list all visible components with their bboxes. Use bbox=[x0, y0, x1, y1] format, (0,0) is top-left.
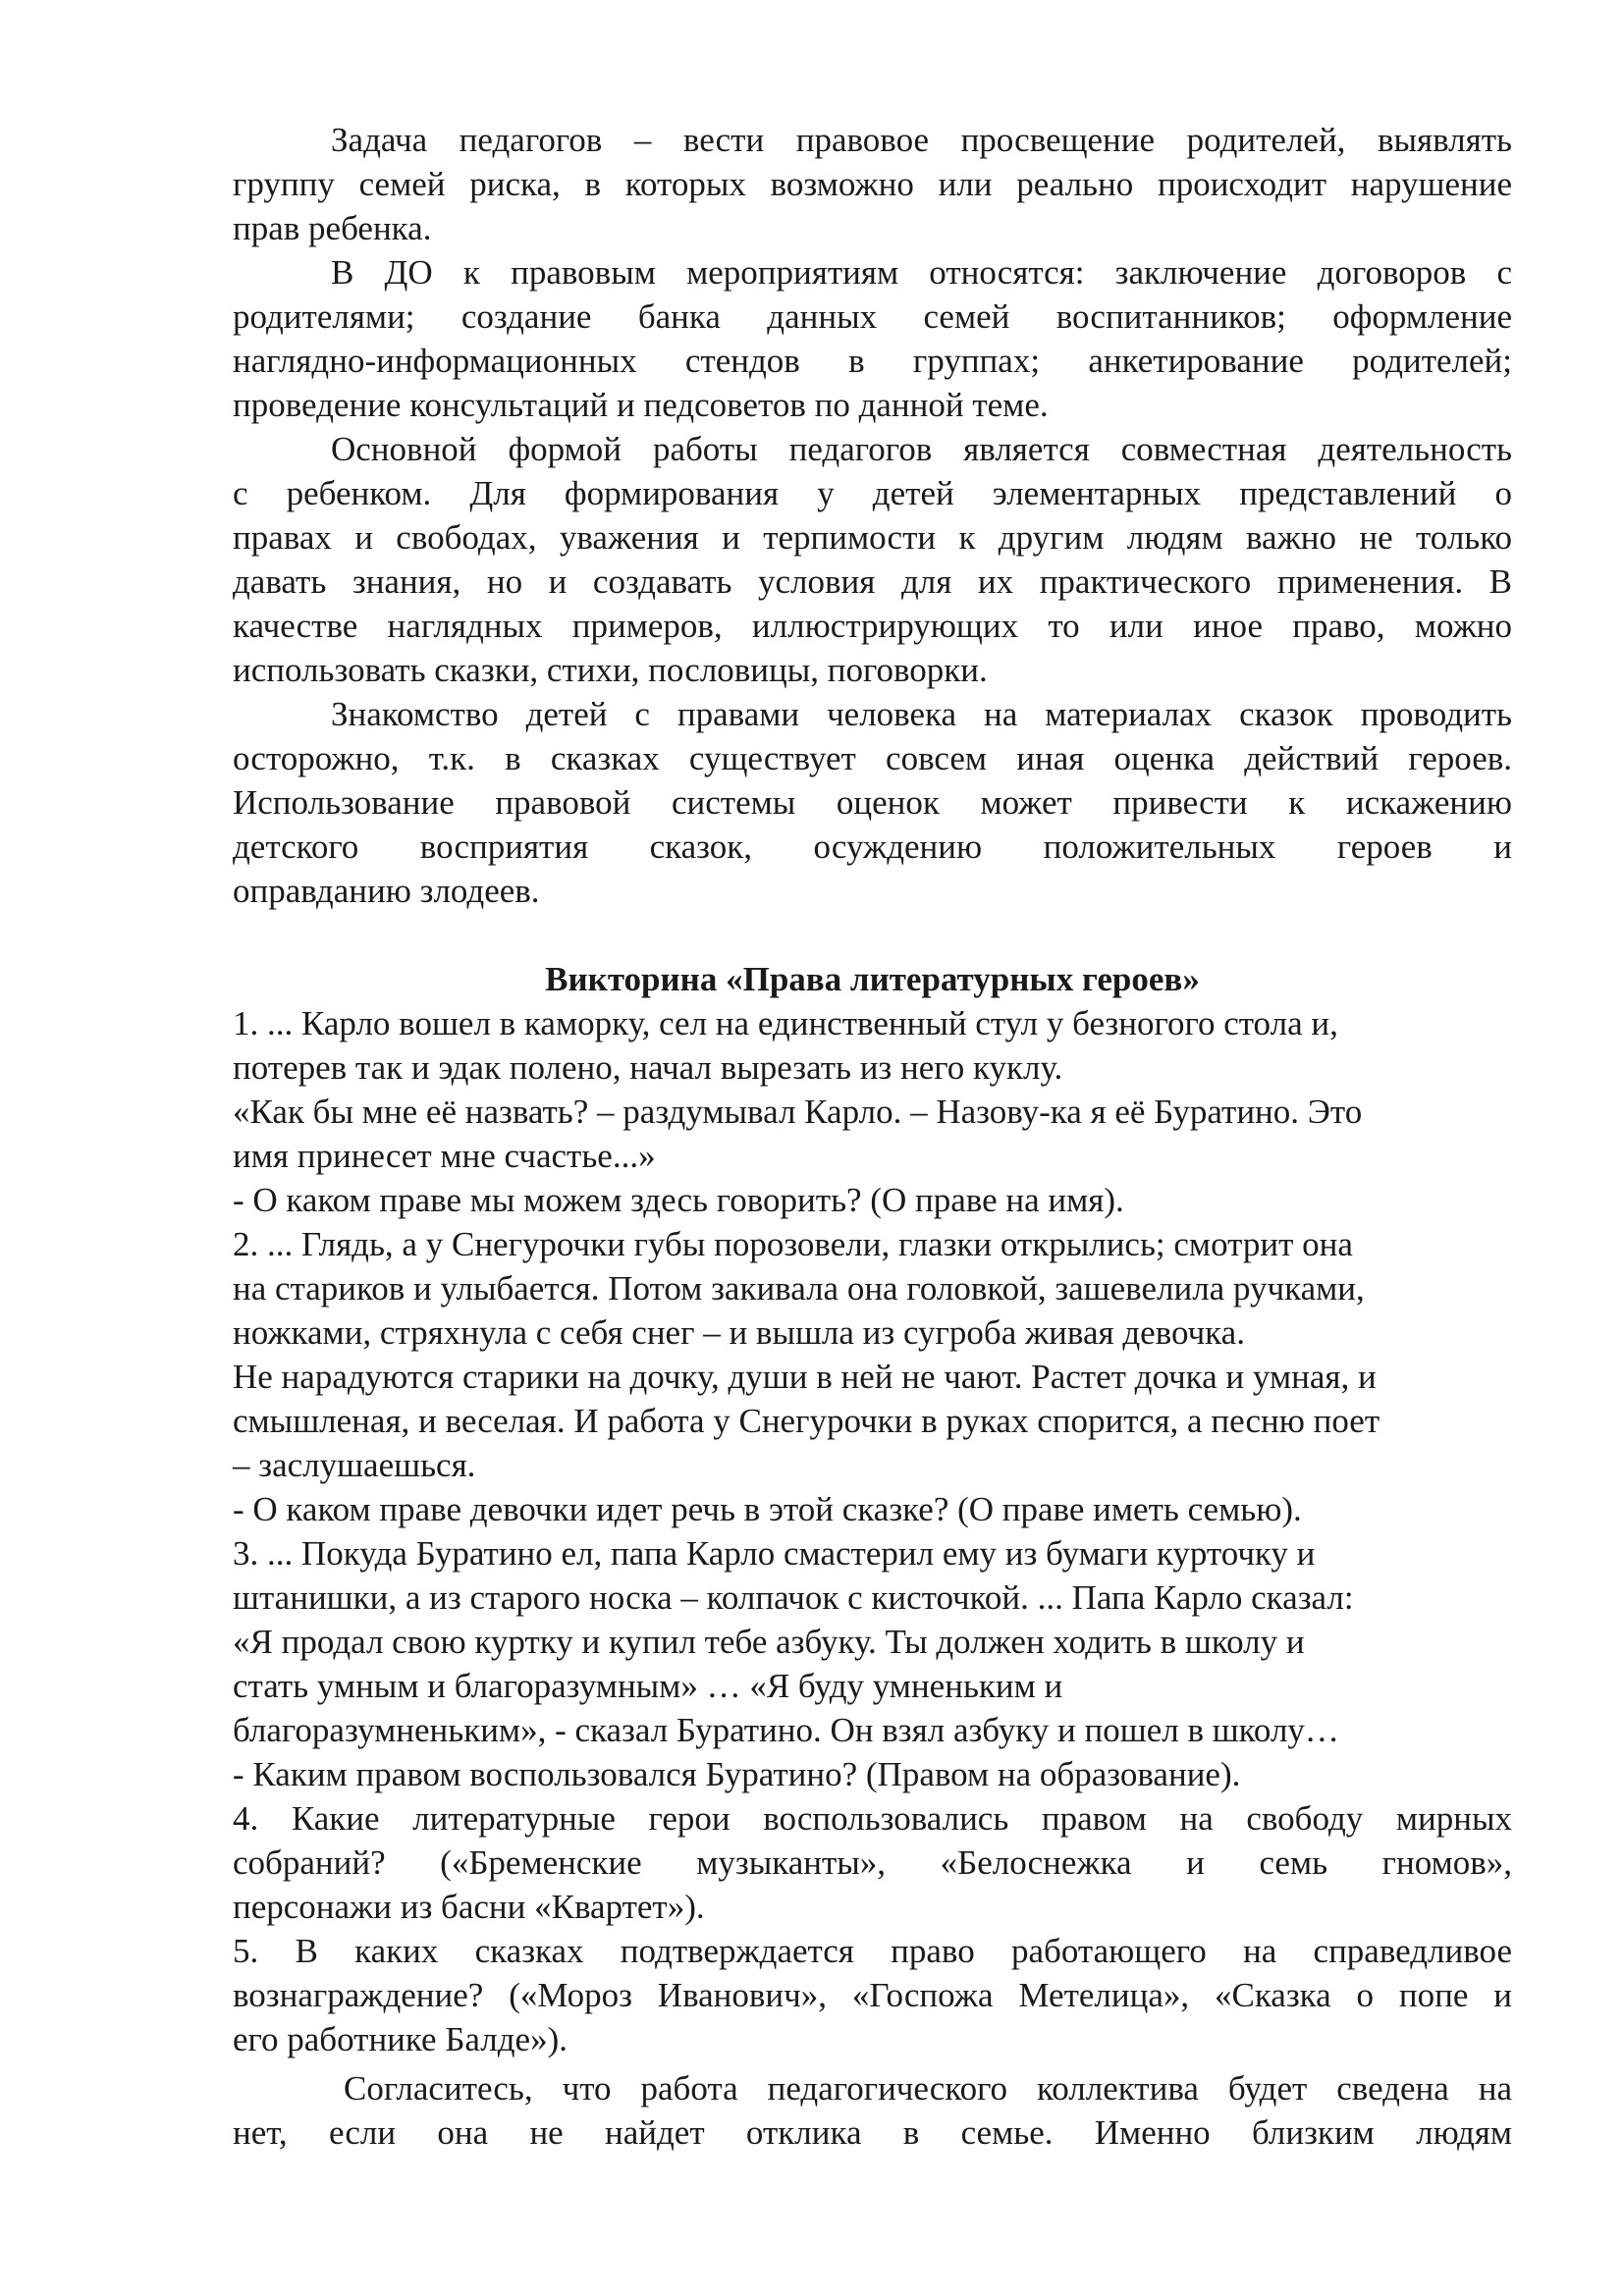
text-line: - Каким правом воспользовался Буратино? (Правом на образование). bbox=[233, 1755, 1241, 1793]
text-line: нет, если она не найдет отклика в семье. Именно близким людям bbox=[233, 2113, 1512, 2152]
text-line: благоразумненьким», - сказал Буратино. Он взял азбуку и пошел в школу… bbox=[233, 1711, 1339, 1749]
text-line: собраний? («Бременские музыканты», «Белоснежка и семь гномов», bbox=[233, 1843, 1512, 1882]
text-line: - О каком праве мы можем здесь говорить? (О праве на имя). bbox=[233, 1181, 1124, 1219]
text-line: проведение консультаций и педсоветов по данной теме. bbox=[233, 386, 1049, 424]
text-line: штанишки, а из старого носка – колпачок с кисточкой. ... Папа Карло сказал: bbox=[233, 1578, 1354, 1617]
text-line: 1. ... Карло вошел в каморку, сел на единственный стул у безногого стола и, bbox=[233, 1004, 1338, 1042]
text-line: осторожно, т.к. в сказках существует совсем иная оценка действий героев. bbox=[233, 739, 1512, 777]
text-line: 3. ... Покуда Буратино ел, папа Карло смастерил ему из бумаги курточку и bbox=[233, 1534, 1316, 1573]
text-line: на стариков и улыбается. Потом закивала она головкой, зашевелила ручками, bbox=[233, 1269, 1365, 1308]
text-line: прав ребенка. bbox=[233, 209, 432, 247]
text-line: В ДО к правовым мероприятиям относятся: заключение договоров с bbox=[331, 253, 1512, 292]
text-line: родителями; создание банка данных семей воспитанников; оформление bbox=[233, 297, 1512, 336]
text-line: 2. ... Глядь, а у Снегурочки губы порозовели, глазки открылись; смотрит она bbox=[233, 1225, 1353, 1263]
text-line: с ребенком. Для формирования у детей элементарных представлений о bbox=[233, 474, 1512, 512]
text-line: группу семей риска, в которых возможно или реально происходит нарушение bbox=[233, 165, 1512, 203]
quiz-title: Викторина «Права литературных героев» bbox=[545, 960, 1200, 998]
text-line: стать умным и благоразумным» … «Я буду умненьким и bbox=[233, 1667, 1063, 1705]
text-line: Основной формой работы педагогов является совместная деятельность bbox=[331, 430, 1512, 468]
text-line: детского восприятия сказок, осуждению положительных героев и bbox=[233, 828, 1512, 866]
text-line: правах и свободах, уважения и терпимости к другим людям важно не только bbox=[233, 518, 1512, 557]
text-line: 4. Какие литературные герои воспользовались правом на свободу мирных bbox=[233, 1799, 1512, 1838]
text-line: Знакомство детей с правами человека на материалах сказок проводить bbox=[331, 695, 1512, 733]
text-line: - О каком праве девочки идет речь в этой сказке? (О праве иметь семью). bbox=[233, 1490, 1302, 1528]
text-line: использовать сказки, стихи, пословицы, поговорки. bbox=[233, 651, 988, 689]
text-line: имя принесет мне счастье...» bbox=[233, 1137, 656, 1175]
text-line: «Я продал свою куртку и купил тебе азбуку. Ты должен ходить в школу и bbox=[233, 1623, 1305, 1661]
text-line: – заслушаешься. bbox=[233, 1446, 476, 1484]
text-line: потерев так и эдак полено, начал вырезать из него куклу. bbox=[233, 1048, 1063, 1087]
text-line: ножками, стряхнула с себя снег – и вышла из сугроба живая девочка. bbox=[233, 1313, 1245, 1352]
text-line: оправданию злодеев. bbox=[233, 872, 540, 910]
text-line: Задача педагогов – вести правовое просвещение родителей, выявлять bbox=[331, 121, 1512, 159]
text-line: наглядно-информационных стендов в группах; анкетирование родителей; bbox=[233, 342, 1512, 380]
text-line: вознаграждение? («Мороз Иванович», «Госпожа Метелица», «Сказка о попе и bbox=[233, 1976, 1512, 2014]
text-line: давать знания, но и создавать условия для их практического применения. В bbox=[233, 562, 1512, 601]
text-line: смышленая, и веселая. И работа у Снегурочки в руках спорится, а песню поет bbox=[233, 1402, 1380, 1440]
text-line: качестве наглядных примеров, иллюстрирующих то или иное право, можно bbox=[233, 607, 1512, 645]
text-line: персонажи из басни «Квартет»). bbox=[233, 1888, 705, 1926]
text-line: Использование правовой системы оценок может привести к искажению bbox=[233, 783, 1512, 822]
text-line: Не нарадуются старики на дочку, души в ней не чают. Растет дочка и умная, и bbox=[233, 1358, 1377, 1396]
text-line: 5. В каких сказках подтверждается право работающего на справедливое bbox=[233, 1932, 1512, 1970]
text-line: «Как бы мне её назвать? – раздумывал Карло. – Назову-ка я её Буратино. Это bbox=[233, 1093, 1363, 1131]
text-line: Согласитесь, что работа педагогического коллектива будет сведена на bbox=[344, 2069, 1512, 2108]
text-line: его работнике Балде»). bbox=[233, 2020, 568, 2058]
